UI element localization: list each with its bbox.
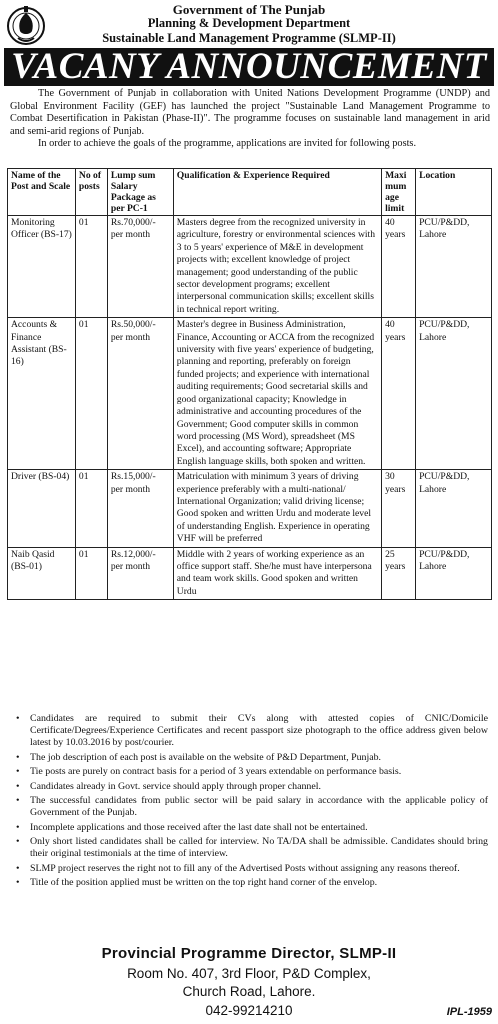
post-age-limit: 25 years — [382, 547, 416, 600]
table-row — [8, 470, 492, 547]
list-item — [16, 822, 488, 834]
col-header-age-limit: Maxi mum age limit — [382, 169, 416, 216]
instruction-text: The job description of each post is available on the website of P&D Department, Punjab. — [30, 751, 382, 763]
bullet-icon: • — [16, 876, 20, 888]
programme-title: Sustainable Land Management Programme (SLMP-II) — [102, 31, 396, 45]
bullet-icon: • — [16, 794, 20, 806]
table-row — [8, 547, 492, 600]
post-salary: Rs.50,000/- per month — [107, 318, 173, 470]
posts-table — [7, 168, 492, 600]
bullet-icon: • — [16, 835, 20, 847]
list-item — [16, 713, 488, 750]
col-header-qualification: Qualification & Experience Required — [173, 169, 381, 216]
government-title: Government of The Punjab — [172, 2, 326, 17]
bullet-icon: • — [16, 751, 20, 763]
table-row — [8, 318, 492, 470]
department-title: Planning & Development Department — [147, 16, 351, 30]
intro-paragraph: The Government of Punjab in collaboration with United Nations Development Programme (UNDP) and Global Environment Facility (GEF) has launched the project "Sustainable Land Management Programme to Combat Desertification in Pakistan (Phase-II)". The programme focuses on sustainable land management in arid and semi-arid regions of Punjab. — [10, 88, 490, 137]
list-item — [16, 863, 488, 875]
post-salary: Rs.15,000/- per month — [107, 470, 173, 547]
bullet-icon: • — [16, 862, 20, 874]
post-name: Monitoring Officer (BS-17) — [8, 216, 76, 318]
post-age-limit: 40 years — [382, 318, 416, 470]
table-row — [8, 216, 492, 318]
bullet-icon: • — [16, 766, 20, 778]
post-name: Driver (BS-04) — [8, 470, 76, 547]
instruction-text: Title of the position applied must be written on the top right hand corner of the envelop. — [30, 876, 378, 888]
post-count: 01 — [75, 216, 107, 318]
instruction-text: Candidates are required to submit their CVs along with attested copies of CNIC/Domicile Certificate/Degrees/Experience Certificates and recent passport size photograph to the office address given below latest by 10.03.2016 by post/courier. — [30, 713, 488, 749]
instruction-text: Incomplete applications and those received after the last date shall not be entertained. — [30, 821, 368, 833]
post-name: Naib Qasid (BS-01) — [8, 547, 76, 600]
post-count: 01 — [75, 318, 107, 470]
post-salary: Rs.70,000/- per month — [107, 216, 173, 318]
intro-text — [10, 88, 490, 151]
vacancy-banner: VACANY ANNOUNCEMENT — [4, 48, 494, 86]
post-location: PCU/P&DD, Lahore — [416, 216, 492, 318]
instruction-text: Candidates already in Govt. service should apply through proper channel. — [30, 780, 321, 792]
post-age-limit: 40 years — [382, 216, 416, 318]
list-item — [16, 836, 488, 860]
post-qualification: Master's degree in Business Administration, Finance, Accounting or ACCA from the recognized university with five years' experience of budgeting, planning and reporting, preferably on foreign funded projects; and experience with international auditing requirements; Good secretarial skills and good organizational capacity; Knowledge in administrative and accounting procedures of the Government; Good computer skills in common word processing (MS Word), spreadsheet (MS Excel), and accounting software; Appropriate English language skills, both spoken and written. — [173, 318, 381, 470]
instruction-text: The successful candidates from public sector will be paid salary in accordance with the applicable policy of Government of the Punjab. — [30, 794, 488, 819]
col-header-post-name: Name of the Post and Scale — [8, 169, 76, 216]
post-age-limit: 30 years — [382, 470, 416, 547]
phone-number: 042-99214210 — [205, 1003, 293, 1018]
post-qualification: Masters degree from the recognized university in agriculture, forestry or environmental sciences with 3 to 5 years' experience of M&E in development projects with; excellent knowledge of project management; good understanding of the public sector development programs; excellent interpersonal communication skills; excellent skills in technical report writing. — [173, 216, 381, 318]
instruction-text: SLMP project reserves the right not to fill any of the Advertised Posts without assigning any reasons thereof. — [30, 862, 460, 874]
post-name: Accounts & Finance Assistant (BS-16) — [8, 318, 76, 470]
bullet-icon: • — [16, 713, 20, 724]
post-location: PCU/P&DD, Lahore — [416, 318, 492, 470]
list-item — [16, 877, 488, 889]
bullet-icon: • — [16, 821, 20, 833]
col-header-salary: Lump sum Salary Package as per PC-1 — [107, 169, 173, 216]
post-qualification: Middle with 2 years of working experience as an office support staff. She/he must have interpersona and team work skills. Good spoken and written Urdu — [173, 547, 381, 600]
col-header-no-posts: No of posts — [75, 169, 107, 216]
post-count: 01 — [75, 547, 107, 600]
instructions-list — [16, 713, 488, 891]
table-header-row — [8, 169, 492, 216]
signatory-title: Provincial Programme Director, SLMP-II — [101, 945, 397, 962]
list-item — [16, 795, 488, 819]
post-location: PCU/P&DD, Lahore — [416, 547, 492, 600]
instruction-text: Tie posts are purely on contract basis for a period of 3 years extendable on performance basis. — [30, 766, 402, 778]
list-item — [16, 752, 488, 764]
post-salary: Rs.12,000/- per month — [107, 547, 173, 600]
instruction-text: Only short listed candidates shall be called for interview. No TA/DA shall be admissible. Candidates should bring their original testimonials at the time of interview. — [30, 835, 488, 860]
bullet-icon: • — [16, 780, 20, 792]
col-header-location: Location — [416, 169, 492, 216]
post-location: PCU/P&DD, Lahore — [416, 470, 492, 547]
invitation-paragraph: In order to achieve the goals of the programme, applications are invited for following posts. — [38, 138, 417, 150]
post-count: 01 — [75, 470, 107, 547]
address-line-1: Room No. 407, 3rd Floor, P&D Complex, — [127, 966, 371, 981]
list-item — [16, 766, 488, 778]
list-item — [16, 781, 488, 793]
address-line-2: Church Road, Lahore. — [182, 984, 316, 999]
ipl-reference: IPL-1959 — [446, 1006, 492, 1018]
post-qualification: Matriculation with minimum 3 years of driving experience preferably with a multi-national/ International Organization; valid driving license; Good spoken and written Urdu and moderate level of understanding English. Experience in operating VHF will be preferred — [173, 470, 381, 547]
